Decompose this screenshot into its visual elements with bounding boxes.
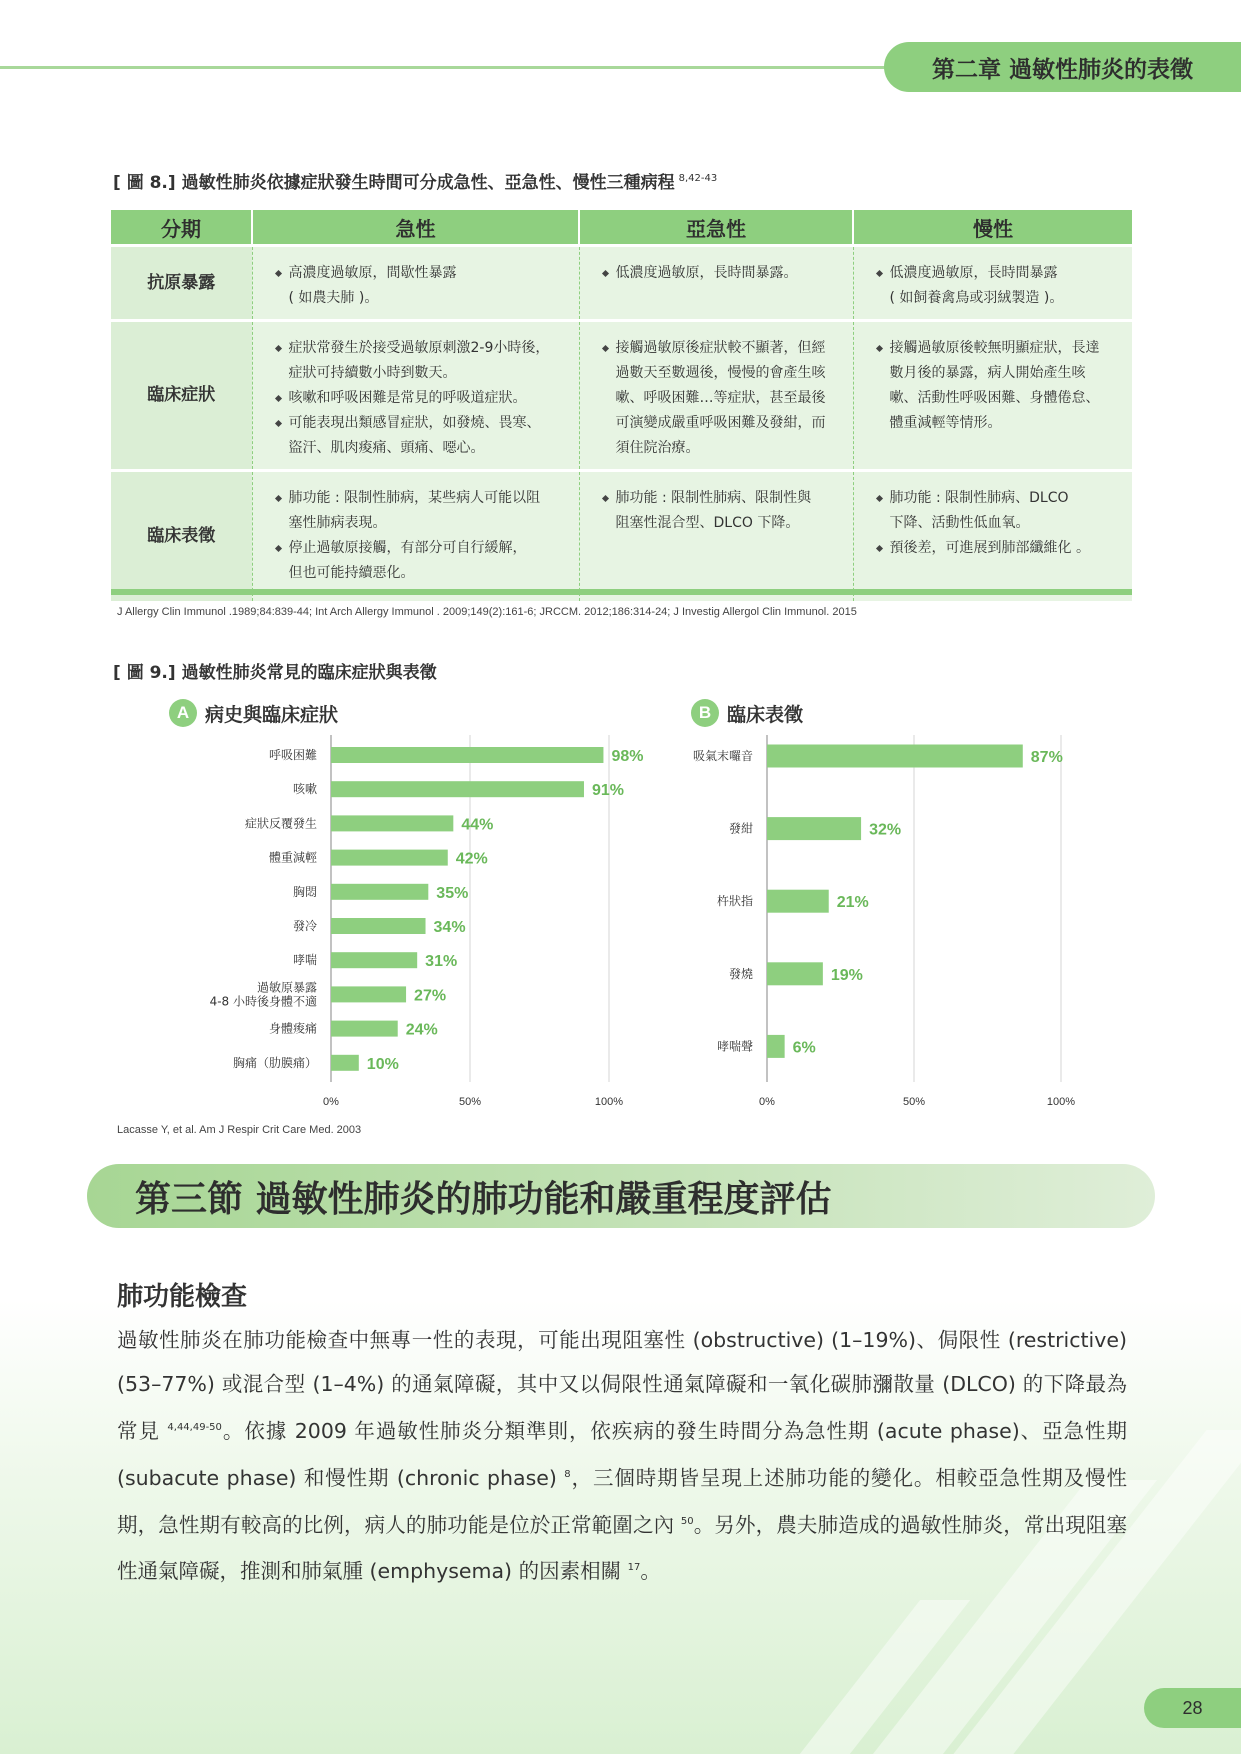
category-label: 咳嗽: [292, 782, 317, 797]
bar: [767, 817, 861, 840]
bar-value-label: 24%: [405, 1021, 438, 1039]
page-number: 28: [1144, 1688, 1241, 1728]
bullet-item: 症狀常發生於接受過敏原刺激2-9小時後， 症狀可持續數小時到數天。: [289, 336, 567, 386]
citation-superscript: 4,44,49-50: [167, 1422, 222, 1433]
bar: [767, 962, 823, 985]
category-label: 胸痛（肋膜痛）: [232, 1055, 317, 1070]
lung-function-heading: 肺功能檢查: [117, 1282, 248, 1312]
table-header-cell: 分期: [111, 210, 252, 246]
chapter-header: 第二章 過敏性肺炎的表徵: [884, 42, 1241, 92]
category-label: 吸氣末囉音: [692, 749, 753, 763]
bar-value-label: 35%: [436, 884, 469, 902]
x-tick-label: 0%: [323, 1096, 339, 1108]
bar-value-label: 21%: [836, 894, 869, 912]
bullet-item: 肺功能 : 限制性肺病、DLCO 下降、活動性低血氧。: [890, 486, 1121, 536]
section-title-bar: [87, 1164, 1155, 1228]
bullet-item: 低濃度過敏原，長時間暴露 ( 如飼養禽鳥或羽絨製造 )。: [890, 261, 1121, 311]
bar-value-label: 31%: [425, 953, 458, 971]
bullet-item: 咳嗽和呼吸困難是常見的呼吸道症狀。: [289, 386, 567, 411]
bar-value-label: 44%: [461, 816, 494, 834]
category-label: 症狀反覆發生: [244, 816, 317, 831]
bar-value-label: 27%: [414, 987, 447, 1005]
category-label: 發紺: [728, 821, 753, 836]
figure-8-reference: J Allergy Clin Immunol .1989;84:839-44; Int Arch Allergy Immunol . 2009;149(2):161-6; JRCCM. 2012;186:314-24; J Investig Allergol Clin Immunol. 2015: [117, 606, 857, 618]
bar: [331, 747, 603, 763]
bullet-item: 可能表現出類感冒症狀，如發燒、畏寒、 盜汗、肌肉痠痛、頭痛、噁心。: [289, 411, 567, 461]
category-label: 杵狀指: [716, 894, 753, 909]
citation-superscript: 8: [564, 1468, 571, 1480]
bar: [767, 1035, 785, 1058]
bullet-item: 肺功能 : 限制性肺病、限制性與 阻塞性混合型、DLCO 下降。: [616, 486, 841, 536]
bar-value-label: 6%: [792, 1039, 816, 1057]
panel-b-title: 臨床表徵: [727, 703, 804, 726]
bar-value-label: 19%: [830, 966, 863, 984]
bar: [331, 781, 584, 797]
category-label: 呼吸困難: [268, 748, 317, 762]
paragraph-text: ，三個時期皆呈現上述肺功能的變化。相較亞急性期及慢性期，急性期有較高的比例，病人的肺功能是位於正常範圍之內: [117, 1465, 1127, 1537]
bar: [331, 815, 453, 831]
category-label: 發燒: [728, 966, 753, 981]
paragraph-text: 。依據 2009 年過敏性肺炎分類準則，依疾病的發生時間分為急性期 (acute phase)、亞急性期 (subacute phase) 和慢性期 (chronic phase): [117, 1418, 1127, 1490]
table-header-cell: 急性: [252, 210, 579, 246]
row-label: 臨床表徵: [111, 471, 252, 601]
bar: [767, 745, 1023, 768]
x-tick-label: 100%: [594, 1096, 624, 1108]
paragraph-text: 。另外，農夫肺造成的過敏性肺炎，常出現阻塞性通氣障礙，推測和肺氣腫 (emphysema) 的因素相關: [117, 1512, 1128, 1584]
category-label: 發冷: [292, 919, 317, 933]
bar-value-label: 32%: [869, 821, 902, 839]
x-tick-label: 0%: [759, 1096, 775, 1108]
bullet-item: 停止過敏原接觸，有部分可自行緩解， 但也可能持續惡化。: [289, 536, 567, 586]
citation-superscript: 50: [680, 1515, 694, 1527]
bar-value-label: 87%: [1030, 749, 1063, 766]
category-label: 哮喘聲: [716, 1039, 753, 1054]
category-label: 哮喘: [292, 953, 317, 968]
bar: [331, 1021, 398, 1037]
bullet-item: 低濃度過敏原，長時間暴露。: [616, 261, 841, 286]
bullet-item: 接觸過敏原後較無明顯症狀，長達 數月後的暴露，病人開始產生咳 嗽、活動性呼吸困難、身體倦怠、 體重減輕等情形。: [890, 336, 1121, 436]
category-label: 胸悶: [292, 884, 317, 899]
bar-value-label: 42%: [455, 850, 488, 868]
bar: [331, 952, 417, 968]
bar-value-label: 91%: [591, 782, 625, 800]
bullet-item: 高濃度過敏原，間歇性暴露 ( 如農夫肺 )。: [289, 261, 567, 311]
lung-function-paragraph: [117, 1318, 1127, 1593]
bar: [331, 1055, 359, 1071]
category-label: 過敏原暴露 4-8 小時後身體不適: [209, 980, 317, 1009]
bar-value-label: 10%: [366, 1055, 399, 1073]
figure-8-title-text: [ 圖 8.] 過敏性肺炎依據症狀發生時間可分成急性、亞急性、慢性三種病程: [113, 173, 675, 193]
paragraph-text: 。: [640, 1559, 661, 1584]
figure-9-reference: Lacasse Y, et al. Am J Respir Crit Care Med. 2003: [117, 1124, 362, 1136]
x-tick-label: 50%: [458, 1096, 482, 1108]
figure-9-title: [ 圖 9.] 過敏性肺炎常見的臨床症狀與表徵: [113, 663, 437, 683]
figure-8-title-ref: 8,42-43: [678, 173, 718, 185]
bullet-item: 肺功能 : 限制性肺病，某些病人可能以阻 塞性肺病表現。: [289, 486, 567, 536]
bullet-item: 接觸過敏原後症狀較不顯著，但經 過數天至數週後，慢慢的會產生咳 嗽、呼吸困難…等症狀，甚至最後 可演變成嚴重呼吸困難及發紺，而 須住院治療。: [616, 336, 841, 461]
x-tick-label: 50%: [902, 1096, 926, 1108]
row-label: 抗原暴露: [111, 246, 252, 321]
bar: [331, 986, 406, 1002]
panel-b-badge: B: [691, 699, 719, 727]
category-label: 身體痠痛: [268, 1021, 317, 1036]
bar-value-label: 98%: [611, 748, 644, 765]
bullet-item: 預後差，可進展到肺部纖維化 。: [890, 536, 1121, 561]
row-label: 臨床症狀: [111, 321, 252, 471]
table-header-cell: 亞急性: [579, 210, 853, 246]
citation-superscript: 17: [627, 1562, 641, 1574]
bar: [331, 918, 426, 934]
section-title: 第三節 過敏性肺炎的肺功能和嚴重程度評估: [135, 1178, 832, 1220]
bar: [331, 884, 428, 900]
bar-value-label: 34%: [433, 919, 466, 936]
paragraph-text: 過敏性肺炎在肺功能檢查中無專一性的表現，可能出現阻塞性 (obstructive) (1–19%)、侷限性 (restrictive) (53–77%) 或混合型 (1–4%) 的通氣障礙，其中又以侷限性通氣障礙和一氧化碳肺瀰散量 (DLCO) 的下降最為常見: [117, 1328, 1127, 1443]
bar: [767, 890, 829, 913]
x-tick-label: 100%: [1046, 1096, 1076, 1108]
bar: [331, 850, 448, 866]
category-label: 體重減輕: [268, 850, 317, 865]
panel-a-title: 病史與臨床症狀: [205, 703, 339, 726]
panel-a-badge: A: [169, 699, 197, 727]
table-header-cell: 慢性: [853, 210, 1132, 246]
